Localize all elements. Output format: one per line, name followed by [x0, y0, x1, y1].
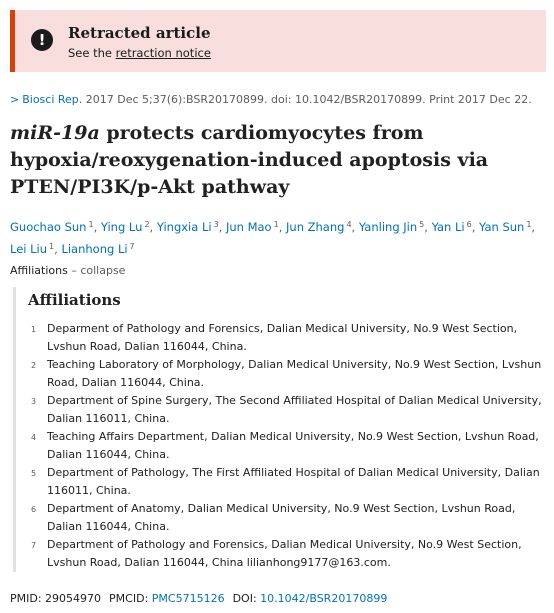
- author-aff-ref[interactable]: 1: [88, 220, 94, 229]
- author-link[interactable]: Yanling Jin $^5$: [358, 220, 425, 234]
- retraction-banner: [10, 10, 546, 72]
- affiliation-item: [16, 320, 546, 355]
- citation-line: [10, 93, 532, 106]
- banner-text-prefix: See the: [68, 46, 116, 60]
- author-link[interactable]: Lianhong Li $^7$: [61, 242, 135, 256]
- affiliations-toggle: [10, 264, 125, 277]
- affiliations-toggle-label: Affiliations: [10, 264, 68, 277]
- affiliation-text: Department of Pathology, The First Affiliated Hospital of Dalian Medical University, Dalian 116011, China.: [47, 466, 540, 497]
- affiliation-text: Deparment of Pathology and Forensics, Dalian Medical University, No.9 West Section, Lvshun Road, Dalian 116044, China.: [47, 322, 518, 353]
- affiliation-text: Teaching Affairs Department, Dalian Medical University, No.9 West Section, Lvshun Road, Dalian 116044, China.: [47, 430, 539, 461]
- author-link[interactable]: Yan Li $^6$: [431, 220, 472, 234]
- affiliation-text: Teaching Laboratory of Morphology, Dalian Medical University, No.9 West Section, Lvshun Road, Dalian 116044, China.: [47, 358, 542, 389]
- affiliation-text: Department of Pathology and Forensics, Dalian Medical University, No.9 West Section, Lvshun Road, Dalian 116044, China lilianhong9177@163.com.: [47, 538, 522, 569]
- title-italic-part: miR-19a: [10, 122, 100, 144]
- author-link[interactable]: Yingxia Li $^3$: [156, 220, 219, 234]
- affiliation-item: [16, 464, 546, 499]
- banner-title: Retracted article: [68, 24, 211, 42]
- affiliation-item: [16, 536, 546, 571]
- doi-label: DOI:: [232, 592, 261, 605]
- author-aff-ref[interactable]: 1: [49, 242, 55, 251]
- affiliation-text: Department of Spine Surgery, The Second Affiliated Hospital of Dalian Medical University, Dalian 116011, China.: [47, 394, 542, 425]
- author-list: Guochao Sun $^1$, Ying Lu $^2$, Yingxia Li $^3$, Jun Mao $^1$, Jun Zhang $^4$, Yanling Jin $^5$, Yan Li $^6$, Yan Sun $^1$, Lei Liu $^1$, Lianhong Li $^7$: [10, 220, 536, 256]
- journal-link[interactable]: Biosci Rep.: [22, 93, 83, 106]
- title-rest: protects cardiomyocytes from hypoxia/reoxygenation-induced apoptosis via PTEN/PI3K/p-Akt pathway: [10, 122, 489, 198]
- affiliation-item: [16, 356, 546, 391]
- affiliation-number: 7: [31, 541, 37, 550]
- author-aff-ref[interactable]: 5: [419, 220, 425, 229]
- pmid-value: 29054970: [45, 592, 102, 605]
- author-aff-ref[interactable]: 2: [144, 220, 150, 229]
- author-link[interactable]: Ying Lu $^2$: [100, 220, 150, 234]
- collapse-button[interactable]: collapse: [80, 264, 126, 277]
- citation-details: 2017 Dec 5;37(6):BSR20170899. doi: 10.1042/BSR20170899. Print 2017 Dec 22.: [82, 93, 532, 106]
- doi-link[interactable]: 10.1042/BSR20170899: [260, 592, 388, 605]
- pmid-label: PMID:: [10, 592, 46, 605]
- affiliation-number: 3: [31, 397, 37, 406]
- article-identifiers: [10, 592, 387, 605]
- author-aff-ref[interactable]: 1: [273, 220, 279, 229]
- affiliation-number: 2: [31, 361, 37, 370]
- chevron-right-icon[interactable]: >: [10, 93, 20, 106]
- affiliation-item: [16, 392, 546, 427]
- affiliations-heading: Affiliations: [28, 291, 121, 309]
- author-aff-ref[interactable]: 4: [346, 220, 352, 229]
- banner-text: [68, 46, 211, 60]
- pmcid-label: PMCID:: [109, 592, 152, 605]
- pmcid-link[interactable]: PMC5715126: [151, 592, 225, 605]
- affiliations-toggle-dash: –: [67, 264, 81, 277]
- author-aff-ref[interactable]: 3: [213, 220, 219, 229]
- author-link[interactable]: Lei Liu $^1$: [10, 242, 55, 256]
- affiliation-number: 5: [31, 469, 37, 478]
- affiliations-list: [16, 320, 546, 572]
- affiliation-text: Department of Anatomy, Dalian Medical University, No.9 West Section, Lvshun Road, Dalian 116044, China.: [47, 502, 516, 533]
- exclamation-icon: !: [31, 29, 53, 51]
- retraction-notice-link[interactable]: retraction notice: [115, 46, 211, 60]
- author-link[interactable]: Guochao Sun $^1$: [10, 220, 94, 234]
- affiliation-number: 4: [31, 433, 37, 442]
- affiliations-panel: [13, 287, 546, 572]
- author-aff-ref[interactable]: 6: [466, 220, 472, 229]
- author-aff-ref[interactable]: 1: [526, 220, 532, 229]
- article-title: [10, 120, 545, 201]
- author-aff-ref[interactable]: 7: [129, 242, 135, 251]
- affiliation-number: 1: [31, 325, 37, 334]
- author-link[interactable]: Jun Mao $^1$: [225, 220, 279, 234]
- affiliation-item: [16, 428, 546, 463]
- author-link[interactable]: Yan Sun $^1$: [479, 220, 532, 234]
- affiliation-item: [16, 500, 546, 535]
- author-link[interactable]: Jun Zhang $^4$: [286, 220, 352, 234]
- affiliation-number: 6: [31, 505, 37, 514]
